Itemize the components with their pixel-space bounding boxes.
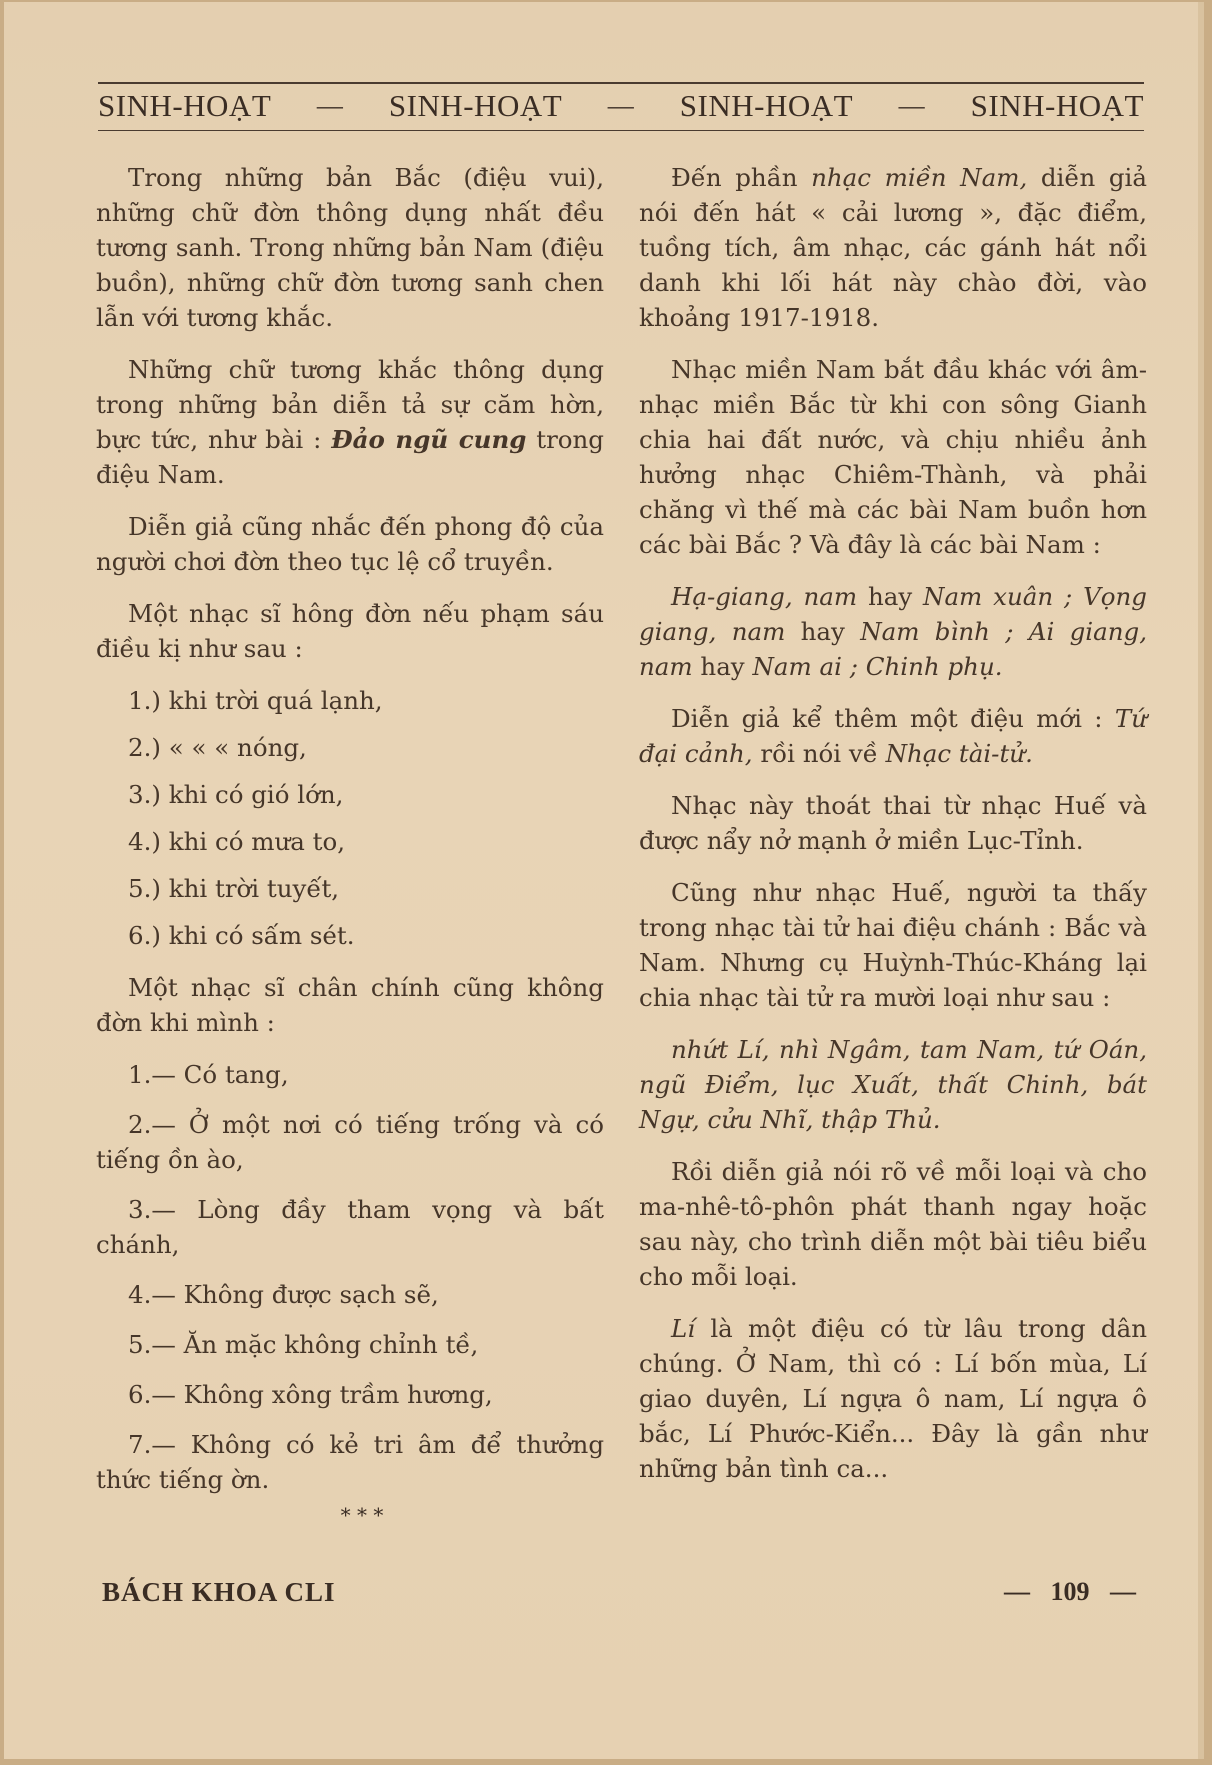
left-paragraph-1: Trong những bản Bắc (điệu vui), những chữ đờn thông dụng nhất đều tương sanh. Trong những bản Nam (điệu buồn), những chữ đờn tương sanh chen lẫn với tương khắc. bbox=[96, 163, 604, 332]
left-paragraph-2-title: Đảo ngũ cung bbox=[331, 425, 527, 454]
header-separator-2: — bbox=[607, 91, 635, 120]
right-paragraph-1-tail: diễn giả nói đến hát « cải lương », đặc điểm, tuồng tích, âm nhạc, các gánh hát nổi danh khi lối hát này chào đời, vào khoảng 1917-1918. bbox=[639, 163, 1147, 332]
right-paragraph-1 bbox=[639, 160, 1147, 335]
right-paragraph-9 bbox=[639, 1311, 1147, 1486]
right-paragraph-4 bbox=[639, 701, 1147, 771]
section-separator-stars bbox=[322, 1503, 402, 1547]
list-item: 6.— Không xông trầm hương, bbox=[128, 1380, 493, 1409]
left-column bbox=[96, 160, 604, 1512]
list-item: 1.) khi trời quá lạnh, bbox=[128, 686, 383, 715]
list-item: 5.— Ăn mặc không chỉnh tề, bbox=[128, 1330, 479, 1359]
header-title-2: SINH-HOẠT bbox=[388, 88, 563, 123]
magazine-page bbox=[4, 2, 1204, 1759]
right-paragraph-7: nhứt Lí, nhì Ngâm, tam Nam, tứ Oán, ngũ Điểm, lục Xuất, thất Chinh, bát Ngự, cửu Nhĩ, thập Thủ. bbox=[639, 1035, 1147, 1134]
list-item: 4.) khi có mưa to, bbox=[128, 827, 346, 856]
connector: hay bbox=[857, 582, 924, 611]
header-title-4: SINH-HOẠT bbox=[970, 88, 1144, 123]
stars-text: * * * bbox=[340, 1503, 384, 1527]
left-paragraph-3: Diễn giả cũng nhắc đến phong độ của người chơi đờn theo tục lệ cổ truyền. bbox=[96, 512, 604, 576]
list-item: 5.) khi trời tuyết, bbox=[128, 874, 340, 903]
right-paragraph-4-italic-2: Nhạc tài-tử. bbox=[885, 739, 1033, 768]
header-separator-1: — bbox=[316, 91, 344, 120]
right-paragraph-1-italic: nhạc miền Nam, bbox=[811, 163, 1028, 192]
connector: hay bbox=[692, 652, 753, 681]
footer-magazine-name: BÁCH KHOA CLI bbox=[102, 1577, 336, 1607]
right-paragraph-1-text: Đến phần bbox=[671, 163, 812, 192]
list-item: 6.) khi có sấm sét. bbox=[128, 921, 355, 950]
connector: hay bbox=[785, 617, 861, 646]
right-paragraph-9-italic: Lí bbox=[671, 1314, 696, 1343]
right-paragraph-3 bbox=[639, 579, 1147, 684]
left-paragraph-5: Một nhạc sĩ chân chính cũng không đờn khi mình : bbox=[96, 973, 604, 1037]
right-paragraph-6: Cũng như nhạc Huế, người ta thấy trong nhạc tài tử hai điệu chánh : Bắc và Nam. Nhưng cụ Huỳnh-Thúc-Kháng lại chia nhạc tài tử ra mười loại như sau : bbox=[639, 878, 1147, 1012]
list-item: 7.— Không có kẻ tri âm để thưởng thức tiếng ờn. bbox=[96, 1430, 604, 1494]
list-item: 3.) khi có gió lớn, bbox=[128, 780, 344, 809]
header-separator-3: — bbox=[898, 91, 926, 120]
left-paragraph-2-tail: trong điệu Nam. bbox=[96, 425, 604, 489]
left-paragraph-4: Một nhạc sĩ hông đờn nếu phạm sáu điều kị như sau : bbox=[96, 599, 604, 663]
header-rule-top bbox=[98, 82, 1144, 84]
running-header bbox=[98, 86, 1144, 126]
right-paragraph-4-mid: rồi nói về bbox=[752, 739, 886, 768]
list-item: 4.— Không được sạch sẽ, bbox=[128, 1280, 439, 1309]
header-rule-bottom bbox=[98, 130, 1144, 131]
header-title-3: SINH-HOẠT bbox=[679, 88, 854, 123]
song-name: Nam xuân ; Vọng giang, nam bbox=[639, 582, 1147, 646]
left-paragraph-2 bbox=[96, 352, 604, 492]
right-paragraph-4-italic-1: Tứ đại cảnh, bbox=[639, 704, 1147, 768]
song-name: Nam ai ; Chinh phụ. bbox=[752, 652, 1003, 681]
right-column bbox=[639, 160, 1147, 1503]
right-paragraph-4-text: Diễn giả kể thêm một điệu mới : bbox=[671, 704, 1115, 733]
list-item: 2.) « « « nóng, bbox=[128, 733, 307, 762]
right-paragraph-8: Rồi diễn giả nói rõ về mỗi loại và cho ma-nhê-tô-phôn phát thanh ngay hoặc sau này, cho trình diễn một bài tiêu biểu cho mỗi loại. bbox=[639, 1157, 1147, 1291]
right-paragraph-5: Nhạc này thoát thai từ nhạc Huế và được nẩy nở mạnh ở miền Lục-Tỉnh. bbox=[639, 791, 1147, 855]
footer-page-number: — 109 — bbox=[1004, 1577, 1136, 1606]
header-title-1: SINH-HOẠT bbox=[98, 88, 272, 123]
song-name: Hạ-giang, nam bbox=[671, 582, 858, 611]
song-name: Nam bình ; Ai giang, nam bbox=[639, 617, 1147, 681]
left-paragraph-2-text: Những chữ tương khắc thông dụng trong những bản diễn tả sự căm hờn, bực tức, như bài : bbox=[96, 355, 604, 454]
list-item: 1.— Có tang, bbox=[128, 1060, 289, 1089]
list-item: 3.— Lòng đầy tham vọng và bất chánh, bbox=[96, 1195, 604, 1259]
list-item: 2.— Ở một nơi có tiếng trống và có tiếng ồn ào, bbox=[96, 1110, 604, 1174]
right-paragraph-2: Nhạc miền Nam bắt đầu khác với âm-nhạc miền Bắc từ khi con sông Gianh chia hai đất nước, và chịu nhiều ảnh hưởng nhạc Chiêm-Thành, và phải chăng vì thế mà các bài Nam buồn hơn các bài Bắc ? Và đây là các bài Nam : bbox=[639, 355, 1147, 559]
right-paragraph-9-text: là một điệu có từ lâu trong dân chúng. Ở Nam, thì có : Lí bốn mùa, Lí giao duyên, Lí ngựa ô nam, Lí ngựa ô bắc, Lí Phước-Kiển... Đây là gần như những bản tình ca... bbox=[639, 1314, 1147, 1483]
